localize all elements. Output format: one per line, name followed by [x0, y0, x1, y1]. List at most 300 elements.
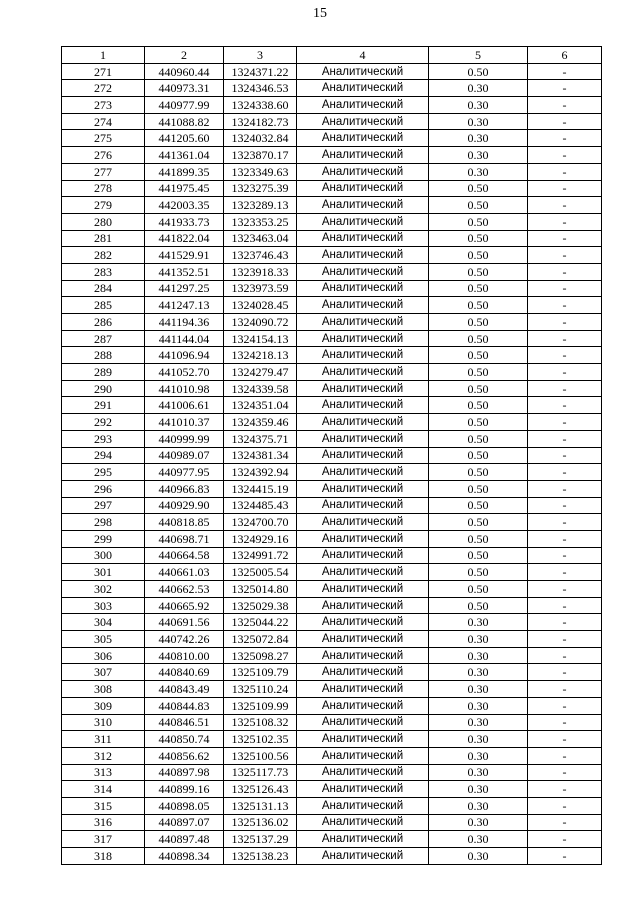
- x-coordinate-cell: 441352.51: [145, 263, 224, 280]
- table-row: [62, 97, 602, 114]
- note-cell: -: [528, 147, 602, 164]
- note-cell: -: [528, 747, 602, 764]
- y-coordinate-cell: 1325102.35: [224, 731, 297, 748]
- x-coordinate-cell: 440977.99: [145, 97, 224, 114]
- x-coordinate-cell: 440840.69: [145, 664, 224, 681]
- y-coordinate-cell: 1323973.59: [224, 280, 297, 297]
- x-coordinate-cell: 441899.35: [145, 163, 224, 180]
- x-coordinate-cell: 440856.62: [145, 747, 224, 764]
- y-coordinate-cell: 1324279.47: [224, 364, 297, 381]
- accuracy-cell: 0.30: [429, 614, 528, 631]
- point-number-cell: 318: [62, 848, 145, 865]
- accuracy-cell: 0.50: [429, 330, 528, 347]
- point-number-cell: 273: [62, 97, 145, 114]
- table-row: [62, 631, 602, 648]
- accuracy-cell: 0.50: [429, 447, 528, 464]
- method-cell: Аналитический: [297, 497, 429, 514]
- accuracy-cell: 0.30: [429, 163, 528, 180]
- accuracy-cell: 0.50: [429, 314, 528, 331]
- y-coordinate-cell: 1325126.43: [224, 781, 297, 798]
- table-row: [62, 130, 602, 147]
- table-row: [62, 497, 602, 514]
- point-number-cell: 304: [62, 614, 145, 631]
- note-cell: -: [528, 731, 602, 748]
- y-coordinate-cell: 1324182.73: [224, 113, 297, 130]
- table-row: [62, 731, 602, 748]
- y-coordinate-cell: 1323870.17: [224, 147, 297, 164]
- point-number-cell: 302: [62, 581, 145, 598]
- point-number-cell: 310: [62, 714, 145, 731]
- point-number-cell: 299: [62, 530, 145, 547]
- x-coordinate-cell: 440850.74: [145, 731, 224, 748]
- x-coordinate-cell: 440818.85: [145, 514, 224, 531]
- x-coordinate-cell: 441247.13: [145, 297, 224, 314]
- note-cell: -: [528, 697, 602, 714]
- note-cell: -: [528, 197, 602, 214]
- table-row: [62, 247, 602, 264]
- accuracy-cell: 0.30: [429, 814, 528, 831]
- x-coordinate-cell: 440960.44: [145, 63, 224, 80]
- y-coordinate-cell: 1323353.25: [224, 213, 297, 230]
- note-cell: -: [528, 297, 602, 314]
- point-number-cell: 306: [62, 647, 145, 664]
- note-cell: -: [528, 781, 602, 798]
- x-coordinate-cell: 441010.37: [145, 414, 224, 431]
- method-cell: Аналитический: [297, 197, 429, 214]
- point-number-cell: 303: [62, 597, 145, 614]
- y-coordinate-cell: 1325014.80: [224, 581, 297, 598]
- method-cell: Аналитический: [297, 280, 429, 297]
- table-row: [62, 314, 602, 331]
- x-coordinate-cell: 440742.26: [145, 631, 224, 648]
- point-number-cell: 294: [62, 447, 145, 464]
- accuracy-cell: 0.50: [429, 347, 528, 364]
- x-coordinate-cell: 441010.98: [145, 380, 224, 397]
- y-coordinate-cell: 1325109.99: [224, 697, 297, 714]
- x-coordinate-cell: 440698.71: [145, 530, 224, 547]
- method-cell: Аналитический: [297, 714, 429, 731]
- x-coordinate-cell: 441144.04: [145, 330, 224, 347]
- accuracy-cell: 0.50: [429, 230, 528, 247]
- note-cell: -: [528, 247, 602, 264]
- note-cell: -: [528, 497, 602, 514]
- table-row: [62, 647, 602, 664]
- method-cell: Аналитический: [297, 297, 429, 314]
- point-number-cell: 272: [62, 80, 145, 97]
- method-cell: Аналитический: [297, 530, 429, 547]
- accuracy-cell: 0.30: [429, 764, 528, 781]
- x-coordinate-cell: 440662.53: [145, 581, 224, 598]
- table-row: [62, 564, 602, 581]
- note-cell: -: [528, 130, 602, 147]
- point-number-cell: 283: [62, 263, 145, 280]
- note-cell: -: [528, 514, 602, 531]
- table-row: [62, 747, 602, 764]
- note-cell: -: [528, 597, 602, 614]
- x-coordinate-cell: 441529.91: [145, 247, 224, 264]
- accuracy-cell: 0.50: [429, 297, 528, 314]
- table-row: [62, 147, 602, 164]
- point-number-cell: 315: [62, 797, 145, 814]
- accuracy-cell: 0.50: [429, 364, 528, 381]
- point-number-cell: 296: [62, 480, 145, 497]
- method-cell: Аналитический: [297, 681, 429, 698]
- x-coordinate-cell: 441205.60: [145, 130, 224, 147]
- note-cell: -: [528, 480, 602, 497]
- method-cell: Аналитический: [297, 814, 429, 831]
- y-coordinate-cell: 1324700.70: [224, 514, 297, 531]
- note-cell: -: [528, 814, 602, 831]
- accuracy-cell: 0.30: [429, 631, 528, 648]
- method-cell: Аналитический: [297, 147, 429, 164]
- y-coordinate-cell: 1325029.38: [224, 597, 297, 614]
- method-cell: Аналитический: [297, 347, 429, 364]
- note-cell: -: [528, 447, 602, 464]
- method-cell: Аналитический: [297, 230, 429, 247]
- accuracy-cell: 0.30: [429, 848, 528, 865]
- table-header-row: [62, 47, 602, 64]
- note-cell: -: [528, 280, 602, 297]
- y-coordinate-cell: 1325044.22: [224, 614, 297, 631]
- table-row: [62, 814, 602, 831]
- accuracy-cell: 0.50: [429, 247, 528, 264]
- method-cell: Аналитический: [297, 731, 429, 748]
- y-coordinate-cell: 1325108.32: [224, 714, 297, 731]
- column-header: 6: [528, 47, 602, 64]
- point-number-cell: 277: [62, 163, 145, 180]
- note-cell: -: [528, 647, 602, 664]
- table-row: [62, 197, 602, 214]
- point-number-cell: 287: [62, 330, 145, 347]
- y-coordinate-cell: 1324392.94: [224, 464, 297, 481]
- note-cell: -: [528, 530, 602, 547]
- note-cell: -: [528, 97, 602, 114]
- x-coordinate-cell: 441933.73: [145, 213, 224, 230]
- point-number-cell: 284: [62, 280, 145, 297]
- x-coordinate-cell: 441052.70: [145, 364, 224, 381]
- y-coordinate-cell: 1324218.13: [224, 347, 297, 364]
- table-row: [62, 213, 602, 230]
- note-cell: -: [528, 464, 602, 481]
- accuracy-cell: 0.30: [429, 831, 528, 848]
- point-number-cell: 274: [62, 113, 145, 130]
- coordinates-table: [61, 46, 602, 865]
- method-cell: Аналитический: [297, 247, 429, 264]
- column-header: 1: [62, 47, 145, 64]
- y-coordinate-cell: 1325136.02: [224, 814, 297, 831]
- point-number-cell: 301: [62, 564, 145, 581]
- table-row: [62, 581, 602, 598]
- method-cell: Аналитический: [297, 314, 429, 331]
- y-coordinate-cell: 1323349.63: [224, 163, 297, 180]
- note-cell: -: [528, 681, 602, 698]
- note-cell: -: [528, 631, 602, 648]
- method-cell: Аналитический: [297, 480, 429, 497]
- x-coordinate-cell: 440691.56: [145, 614, 224, 631]
- accuracy-cell: 0.50: [429, 263, 528, 280]
- x-coordinate-cell: 440898.05: [145, 797, 224, 814]
- table-row: [62, 848, 602, 865]
- y-coordinate-cell: 1324371.22: [224, 63, 297, 80]
- point-number-cell: 289: [62, 364, 145, 381]
- method-cell: Аналитический: [297, 664, 429, 681]
- table-row: [62, 447, 602, 464]
- y-coordinate-cell: 1325100.56: [224, 747, 297, 764]
- accuracy-cell: 0.50: [429, 197, 528, 214]
- column-header: 3: [224, 47, 297, 64]
- point-number-cell: 316: [62, 814, 145, 831]
- method-cell: Аналитический: [297, 697, 429, 714]
- note-cell: -: [528, 330, 602, 347]
- point-number-cell: 317: [62, 831, 145, 848]
- x-coordinate-cell: 441096.94: [145, 347, 224, 364]
- y-coordinate-cell: 1324375.71: [224, 430, 297, 447]
- method-cell: Аналитический: [297, 564, 429, 581]
- point-number-cell: 286: [62, 314, 145, 331]
- x-coordinate-cell: 441361.04: [145, 147, 224, 164]
- table-body: [62, 63, 602, 864]
- point-number-cell: 288: [62, 347, 145, 364]
- method-cell: Аналитический: [297, 97, 429, 114]
- y-coordinate-cell: 1325137.29: [224, 831, 297, 848]
- accuracy-cell: 0.30: [429, 130, 528, 147]
- table-row: [62, 430, 602, 447]
- method-cell: Аналитический: [297, 514, 429, 531]
- method-cell: Аналитический: [297, 781, 429, 798]
- y-coordinate-cell: 1325131.13: [224, 797, 297, 814]
- note-cell: -: [528, 113, 602, 130]
- note-cell: -: [528, 547, 602, 564]
- note-cell: -: [528, 714, 602, 731]
- method-cell: Аналитический: [297, 364, 429, 381]
- accuracy-cell: 0.50: [429, 597, 528, 614]
- table-row: [62, 664, 602, 681]
- method-cell: Аналитический: [297, 80, 429, 97]
- accuracy-cell: 0.50: [429, 414, 528, 431]
- x-coordinate-cell: 441975.45: [145, 180, 224, 197]
- point-number-cell: 282: [62, 247, 145, 264]
- method-cell: Аналитический: [297, 464, 429, 481]
- note-cell: -: [528, 614, 602, 631]
- page-number: 15: [313, 6, 327, 21]
- accuracy-cell: 0.50: [429, 63, 528, 80]
- accuracy-cell: 0.30: [429, 113, 528, 130]
- y-coordinate-cell: 1324929.16: [224, 530, 297, 547]
- note-cell: -: [528, 831, 602, 848]
- x-coordinate-cell: 440846.51: [145, 714, 224, 731]
- table-row: [62, 163, 602, 180]
- y-coordinate-cell: 1324991.72: [224, 547, 297, 564]
- x-coordinate-cell: 441297.25: [145, 280, 224, 297]
- method-cell: Аналитический: [297, 447, 429, 464]
- y-coordinate-cell: 1323746.43: [224, 247, 297, 264]
- point-number-cell: 298: [62, 514, 145, 531]
- column-header: 4: [297, 47, 429, 64]
- x-coordinate-cell: 440844.83: [145, 697, 224, 714]
- accuracy-cell: 0.50: [429, 180, 528, 197]
- y-coordinate-cell: 1324346.53: [224, 80, 297, 97]
- x-coordinate-cell: 440898.34: [145, 848, 224, 865]
- table-row: [62, 347, 602, 364]
- accuracy-cell: 0.50: [429, 464, 528, 481]
- point-number-cell: 291: [62, 397, 145, 414]
- x-coordinate-cell: 440897.98: [145, 764, 224, 781]
- y-coordinate-cell: 1325005.54: [224, 564, 297, 581]
- y-coordinate-cell: 1324359.46: [224, 414, 297, 431]
- method-cell: Аналитический: [297, 63, 429, 80]
- table-row: [62, 263, 602, 280]
- y-coordinate-cell: 1324338.60: [224, 97, 297, 114]
- point-number-cell: 312: [62, 747, 145, 764]
- x-coordinate-cell: 441822.04: [145, 230, 224, 247]
- note-cell: -: [528, 347, 602, 364]
- table-row: [62, 614, 602, 631]
- x-coordinate-cell: 440810.00: [145, 647, 224, 664]
- point-number-cell: 308: [62, 681, 145, 698]
- point-number-cell: 311: [62, 731, 145, 748]
- method-cell: Аналитический: [297, 581, 429, 598]
- table-row: [62, 364, 602, 381]
- x-coordinate-cell: 440665.92: [145, 597, 224, 614]
- table-row: [62, 80, 602, 97]
- method-cell: Аналитический: [297, 430, 429, 447]
- point-number-cell: 278: [62, 180, 145, 197]
- y-coordinate-cell: 1323918.33: [224, 263, 297, 280]
- method-cell: Аналитический: [297, 113, 429, 130]
- note-cell: -: [528, 380, 602, 397]
- method-cell: Аналитический: [297, 397, 429, 414]
- point-number-cell: 292: [62, 414, 145, 431]
- point-number-cell: 281: [62, 230, 145, 247]
- table-row: [62, 230, 602, 247]
- method-cell: Аналитический: [297, 597, 429, 614]
- table-row: [62, 297, 602, 314]
- accuracy-cell: 0.50: [429, 497, 528, 514]
- table-row: [62, 380, 602, 397]
- accuracy-cell: 0.30: [429, 797, 528, 814]
- note-cell: -: [528, 764, 602, 781]
- point-number-cell: 313: [62, 764, 145, 781]
- accuracy-cell: 0.50: [429, 581, 528, 598]
- note-cell: -: [528, 230, 602, 247]
- accuracy-cell: 0.50: [429, 213, 528, 230]
- y-coordinate-cell: 1324154.13: [224, 330, 297, 347]
- y-coordinate-cell: 1323289.13: [224, 197, 297, 214]
- y-coordinate-cell: 1325117.73: [224, 764, 297, 781]
- note-cell: -: [528, 430, 602, 447]
- accuracy-cell: 0.50: [429, 397, 528, 414]
- y-coordinate-cell: 1325098.27: [224, 647, 297, 664]
- accuracy-cell: 0.30: [429, 681, 528, 698]
- method-cell: Аналитический: [297, 547, 429, 564]
- table-row: [62, 480, 602, 497]
- point-number-cell: 297: [62, 497, 145, 514]
- table-row: [62, 797, 602, 814]
- note-cell: -: [528, 314, 602, 331]
- y-coordinate-cell: 1325072.84: [224, 631, 297, 648]
- method-cell: Аналитический: [297, 647, 429, 664]
- x-coordinate-cell: 441194.36: [145, 314, 224, 331]
- accuracy-cell: 0.30: [429, 697, 528, 714]
- x-coordinate-cell: 440999.99: [145, 430, 224, 447]
- y-coordinate-cell: 1324032.84: [224, 130, 297, 147]
- method-cell: Аналитический: [297, 330, 429, 347]
- point-number-cell: 300: [62, 547, 145, 564]
- y-coordinate-cell: 1324339.58: [224, 380, 297, 397]
- point-number-cell: 309: [62, 697, 145, 714]
- x-coordinate-cell: 440966.83: [145, 480, 224, 497]
- y-coordinate-cell: 1325110.24: [224, 681, 297, 698]
- accuracy-cell: 0.30: [429, 80, 528, 97]
- x-coordinate-cell: 441006.61: [145, 397, 224, 414]
- y-coordinate-cell: 1324351.04: [224, 397, 297, 414]
- method-cell: Аналитический: [297, 163, 429, 180]
- note-cell: -: [528, 163, 602, 180]
- note-cell: -: [528, 180, 602, 197]
- note-cell: -: [528, 397, 602, 414]
- point-number-cell: 307: [62, 664, 145, 681]
- table-row: [62, 397, 602, 414]
- table-row: [62, 514, 602, 531]
- method-cell: Аналитический: [297, 180, 429, 197]
- x-coordinate-cell: 440843.49: [145, 681, 224, 698]
- y-coordinate-cell: 1324381.34: [224, 447, 297, 464]
- table-row: [62, 831, 602, 848]
- table-row: [62, 681, 602, 698]
- point-number-cell: 290: [62, 380, 145, 397]
- note-cell: -: [528, 414, 602, 431]
- table-row: [62, 414, 602, 431]
- method-cell: Аналитический: [297, 414, 429, 431]
- table-row: [62, 63, 602, 80]
- table-row: [62, 781, 602, 798]
- x-coordinate-cell: 440897.07: [145, 814, 224, 831]
- accuracy-cell: 0.30: [429, 664, 528, 681]
- accuracy-cell: 0.30: [429, 147, 528, 164]
- point-number-cell: 271: [62, 63, 145, 80]
- table-row: [62, 530, 602, 547]
- method-cell: Аналитический: [297, 614, 429, 631]
- accuracy-cell: 0.30: [429, 781, 528, 798]
- method-cell: Аналитический: [297, 213, 429, 230]
- method-cell: Аналитический: [297, 263, 429, 280]
- y-coordinate-cell: 1325138.23: [224, 848, 297, 865]
- accuracy-cell: 0.50: [429, 480, 528, 497]
- point-number-cell: 276: [62, 147, 145, 164]
- x-coordinate-cell: 441088.82: [145, 113, 224, 130]
- method-cell: Аналитический: [297, 380, 429, 397]
- table-row: [62, 547, 602, 564]
- point-number-cell: 275: [62, 130, 145, 147]
- table-row: [62, 697, 602, 714]
- accuracy-cell: 0.30: [429, 647, 528, 664]
- method-cell: Аналитический: [297, 848, 429, 865]
- x-coordinate-cell: 440664.58: [145, 547, 224, 564]
- method-cell: Аналитический: [297, 764, 429, 781]
- y-coordinate-cell: 1323463.04: [224, 230, 297, 247]
- x-coordinate-cell: 440897.48: [145, 831, 224, 848]
- accuracy-cell: 0.30: [429, 747, 528, 764]
- point-number-cell: 295: [62, 464, 145, 481]
- x-coordinate-cell: 442003.35: [145, 197, 224, 214]
- table-row: [62, 330, 602, 347]
- y-coordinate-cell: 1324485.43: [224, 497, 297, 514]
- y-coordinate-cell: 1324090.72: [224, 314, 297, 331]
- table-row: [62, 280, 602, 297]
- table-row: [62, 764, 602, 781]
- point-number-cell: 293: [62, 430, 145, 447]
- point-number-cell: 305: [62, 631, 145, 648]
